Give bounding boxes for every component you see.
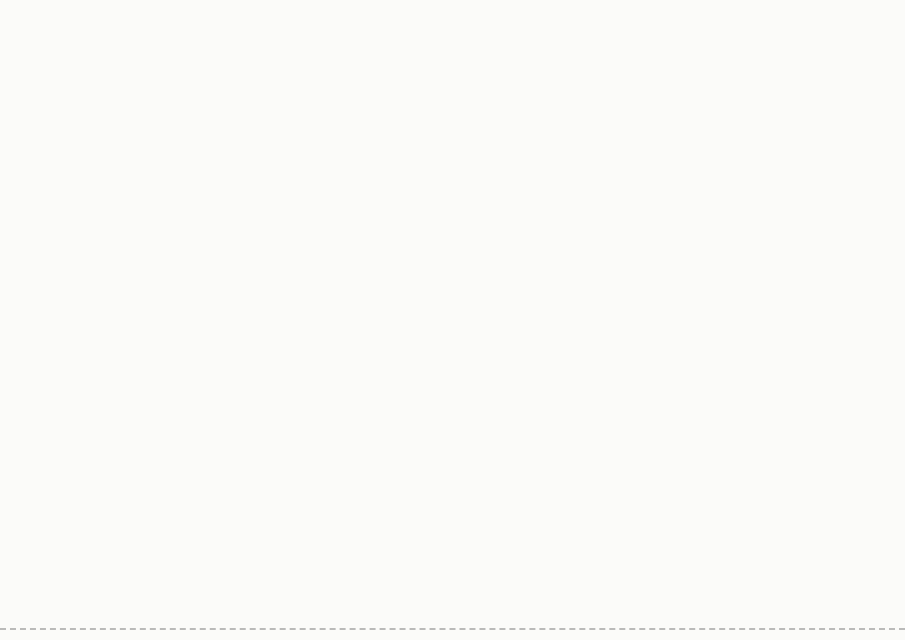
scan-artifact-line bbox=[0, 628, 905, 630]
